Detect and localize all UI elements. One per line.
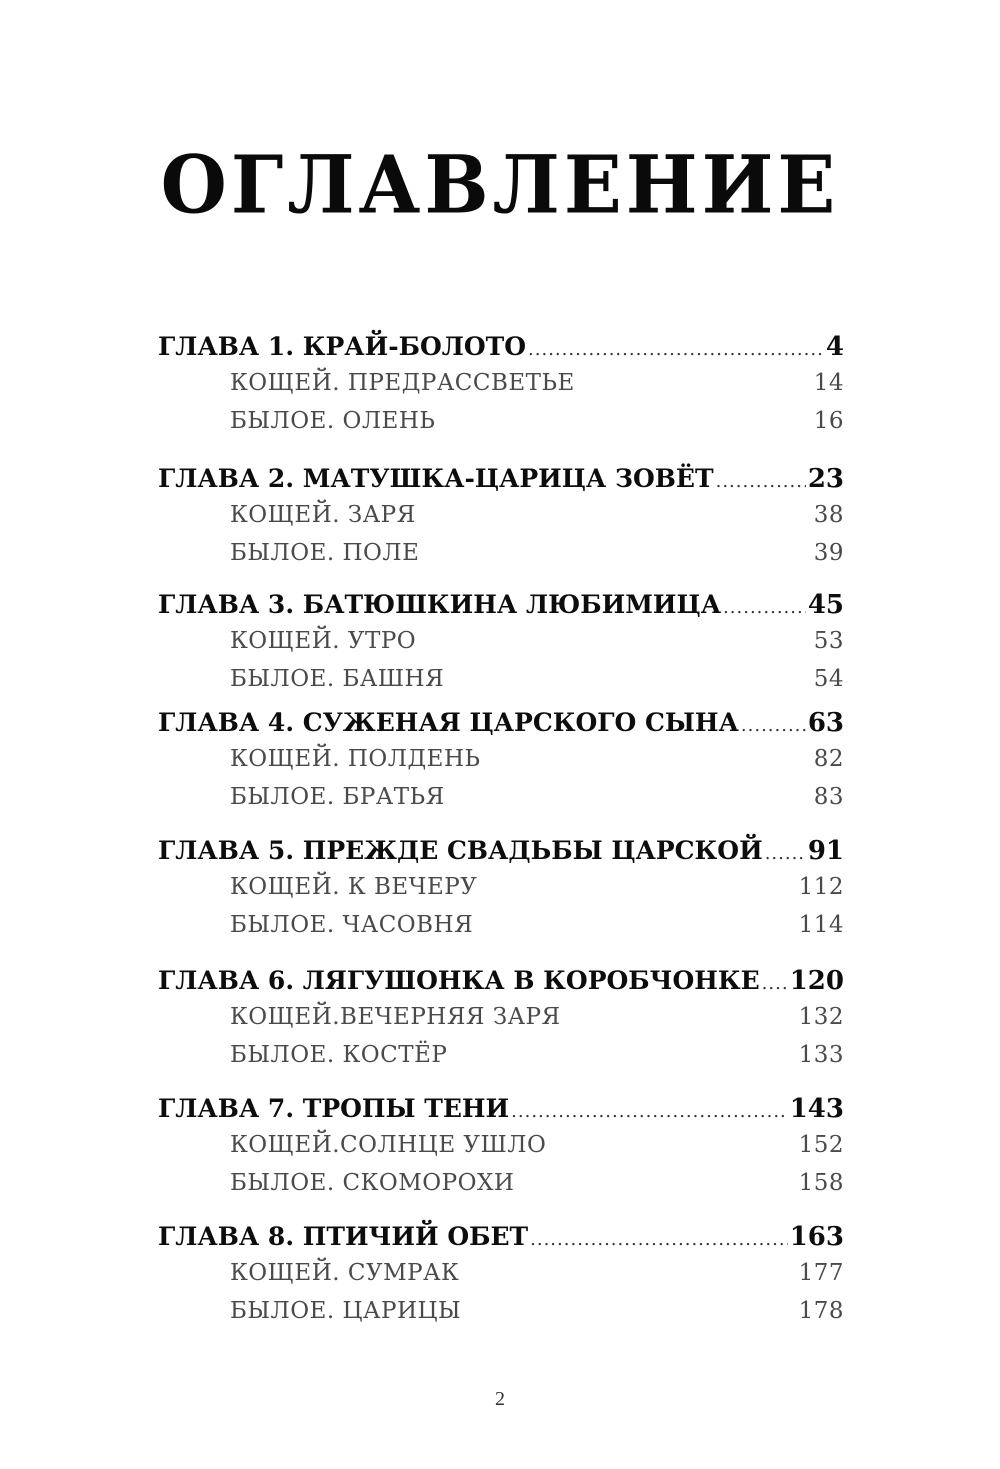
toc-subentry-label: КОЩЕЙ. УТРО bbox=[230, 628, 417, 654]
toc-subentry[interactable] bbox=[158, 502, 844, 540]
toc-entry-page: 120 bbox=[789, 966, 844, 996]
toc-subentry-page: 82 bbox=[813, 746, 844, 772]
toc-subentry-page: 178 bbox=[798, 1298, 844, 1324]
toc-subentry-page: 114 bbox=[798, 912, 844, 938]
dot-leader bbox=[528, 339, 824, 360]
toc-subentry-label: КОЩЕЙ. СУМРАК bbox=[230, 1260, 460, 1286]
toc-subentry-page: 83 bbox=[813, 784, 844, 810]
toc-subentry-page: 38 bbox=[813, 502, 844, 528]
toc-chapter-8 bbox=[158, 1222, 844, 1336]
toc-subentry[interactable] bbox=[158, 540, 844, 578]
toc-entry-page: 23 bbox=[807, 464, 844, 494]
dot-leader bbox=[530, 1229, 788, 1250]
dot-leader bbox=[723, 597, 806, 618]
toc-entry-label: ГЛАВА 8. ПТИЧИЙ ОБЕТ bbox=[158, 1222, 529, 1251]
toc-subentry[interactable] bbox=[158, 746, 844, 784]
toc-entry-chapter-8[interactable] bbox=[158, 1222, 844, 1260]
toc-subentry-label: БЫЛОЕ. СКОМОРОХИ bbox=[230, 1170, 515, 1196]
toc-entry-page: 45 bbox=[807, 590, 844, 620]
toc-entry-page: 163 bbox=[789, 1222, 844, 1252]
page-title: ОГЛАВЛЕНИЕ bbox=[160, 137, 840, 232]
toc-chapter-7 bbox=[158, 1094, 844, 1208]
toc-subentry-page: 152 bbox=[798, 1132, 844, 1158]
toc-subentry-page: 54 bbox=[813, 666, 844, 692]
toc-subentry[interactable] bbox=[158, 1042, 844, 1080]
toc-subentry[interactable] bbox=[158, 874, 844, 912]
toc-subentry[interactable] bbox=[158, 1004, 844, 1042]
toc-subentry[interactable] bbox=[158, 1132, 844, 1170]
toc-subentry[interactable] bbox=[158, 408, 844, 446]
page-number: 2 bbox=[495, 1388, 505, 1410]
toc-subentry[interactable] bbox=[158, 1260, 844, 1298]
toc-chapter-5 bbox=[158, 836, 844, 950]
toc-subentry-label: БЫЛОЕ. БРАТЬЯ bbox=[230, 784, 445, 810]
dot-leader bbox=[741, 715, 806, 736]
dot-leader bbox=[716, 471, 806, 492]
toc-subentry-label: КОЩЕЙ.ВЕЧЕРНЯЯ ЗАРЯ bbox=[230, 1004, 561, 1030]
toc-subentry-label: КОЩЕЙ. ПРЕДРАССВЕТЬЕ bbox=[230, 370, 575, 396]
toc-subentry-label: КОЩЕЙ. ЗАРЯ bbox=[230, 502, 416, 528]
toc-chapter-3 bbox=[158, 590, 844, 704]
toc-entry-chapter-7[interactable] bbox=[158, 1094, 844, 1132]
toc-subentry[interactable] bbox=[158, 628, 844, 666]
toc-subentry[interactable] bbox=[158, 1170, 844, 1208]
toc-subentry-page: 16 bbox=[813, 408, 844, 434]
toc-entry-label: ГЛАВА 1. КРАЙ-БОЛОТО bbox=[158, 332, 527, 361]
toc-subentry-page: 112 bbox=[798, 874, 844, 900]
toc-entry-chapter-5[interactable] bbox=[158, 836, 844, 874]
toc-entry-chapter-2[interactable] bbox=[158, 464, 844, 502]
toc-subentry-label: БЫЛОЕ. ПОЛЕ bbox=[230, 540, 420, 566]
toc-subentry-label: КОЩЕЙ. ПОЛДЕНЬ bbox=[230, 746, 481, 772]
toc-entry-label: ГЛАВА 5. ПРЕЖДЕ СВАДЬБЫ ЦАРСКОЙ bbox=[158, 836, 763, 865]
toc-chapter-1 bbox=[158, 332, 844, 446]
toc-entry-page: 143 bbox=[789, 1094, 844, 1124]
toc-subentry-label: БЫЛОЕ. ЦАРИЦЫ bbox=[230, 1298, 462, 1324]
toc-entry-page: 91 bbox=[807, 836, 844, 866]
toc-entry-chapter-3[interactable] bbox=[158, 590, 844, 628]
toc-entry-page: 63 bbox=[807, 708, 844, 738]
dot-leader bbox=[762, 973, 788, 994]
toc-entry-label: ГЛАВА 2. МАТУШКА-ЦАРИЦА ЗОВЁТ bbox=[158, 464, 714, 493]
toc-subentry-label: КОЩЕЙ.СОЛНЦЕ УШЛО bbox=[230, 1132, 547, 1158]
toc-subentry-label: БЫЛОЕ. КОСТЁР bbox=[230, 1042, 448, 1068]
toc-entry-label: ГЛАВА 3. БАТЮШКИНА ЛЮБИМИЦА bbox=[158, 590, 722, 619]
toc-subentry-page: 132 bbox=[798, 1004, 844, 1030]
toc-subentry-page: 133 bbox=[798, 1042, 844, 1068]
toc-entry-page: 4 bbox=[825, 332, 844, 362]
dot-leader bbox=[765, 843, 806, 864]
toc-subentry-page: 14 bbox=[813, 370, 844, 396]
toc-subentry-label: БЫЛОЕ. БАШНЯ bbox=[230, 666, 445, 692]
toc-subentry-page: 53 bbox=[813, 628, 844, 654]
toc-entry-chapter-4[interactable] bbox=[158, 708, 844, 746]
toc-chapter-4 bbox=[158, 708, 844, 822]
toc-entry-label: ГЛАВА 7. ТРОПЫ ТЕНИ bbox=[158, 1094, 510, 1123]
toc-entry-chapter-6[interactable] bbox=[158, 966, 844, 1004]
toc-subentry-label: БЫЛОЕ. ЧАСОВНЯ bbox=[230, 912, 474, 938]
toc-chapter-6 bbox=[158, 966, 844, 1080]
toc-subentry[interactable] bbox=[158, 1298, 844, 1336]
toc-entry-label: ГЛАВА 4. СУЖЕНАЯ ЦАРСКОГО СЫНА bbox=[158, 708, 739, 737]
toc-subentry[interactable] bbox=[158, 370, 844, 408]
toc-subentry-label: КОЩЕЙ. К ВЕЧЕРУ bbox=[230, 874, 478, 900]
toc-subentry-page: 158 bbox=[798, 1170, 844, 1196]
toc-subentry[interactable] bbox=[158, 912, 844, 950]
table-of-contents bbox=[158, 332, 844, 1336]
toc-subentry[interactable] bbox=[158, 666, 844, 704]
toc-subentry-page: 177 bbox=[798, 1260, 844, 1286]
toc-subentry-label: БЫЛОЕ. ОЛЕНЬ bbox=[230, 408, 436, 434]
toc-subentry-page: 39 bbox=[813, 540, 844, 566]
toc-entry-label: ГЛАВА 6. ЛЯГУШОНКА В КОРОБЧОНКЕ bbox=[158, 966, 760, 995]
dot-leader bbox=[511, 1101, 788, 1122]
toc-entry-chapter-1[interactable] bbox=[158, 332, 844, 370]
toc-chapter-2 bbox=[158, 464, 844, 578]
toc-subentry[interactable] bbox=[158, 784, 844, 822]
